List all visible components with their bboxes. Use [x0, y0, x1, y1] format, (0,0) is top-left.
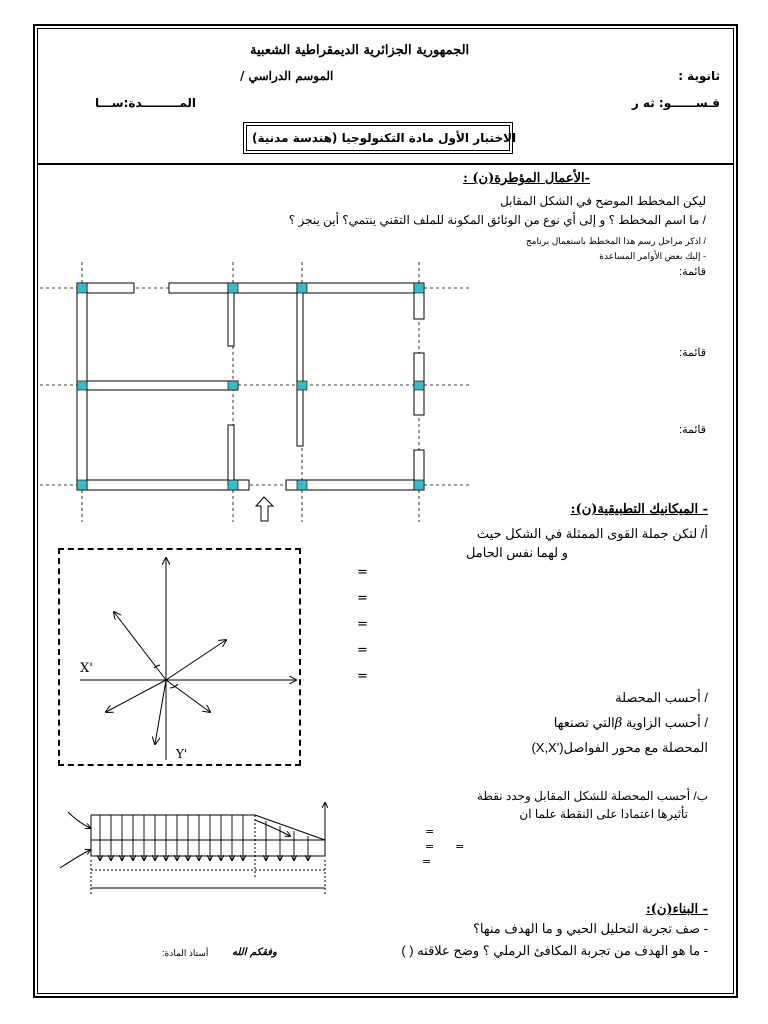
section1-line1: ليكن المخطط الموضح في الشكل المقابل	[500, 194, 706, 208]
question-angle-text: / أحسب الزاوية	[625, 715, 708, 730]
class-label: قـســــــو: ثه ر	[631, 96, 720, 110]
part-b-equals-2: =	[425, 840, 435, 853]
school-label: ثانوية :	[678, 69, 720, 83]
section1-line2: / ما اسم المخطط ؟ و إلى أي نوع من الوثائق المكونة للملف التقني ينتمي؟ أين ينجز ؟	[288, 213, 706, 227]
footer-teacher: أستاذ المادة:	[162, 948, 209, 958]
section3-title: - البناء(ن):	[645, 902, 708, 917]
republic-title: الجمهورية الجزائرية الديمقراطية الشعبية	[250, 43, 470, 58]
part-b-line1: ب/ أحسب المحصلة للشكل المقابل وحدد نقطة	[476, 789, 708, 803]
part-b-line2: تأثيرها اعتمادا على النقطة علما ان	[519, 807, 688, 821]
axis-reference: (X,X')	[531, 740, 564, 755]
section1-line4: - إليك بعض الأوامر المساعدة	[599, 251, 706, 261]
footer-wish: وفقكم الله	[232, 947, 277, 958]
equals-5: =	[357, 669, 368, 684]
part-b-equals-1: =	[425, 825, 435, 838]
axis-y-label: Y'	[176, 747, 188, 761]
section2-title: - الميكانيك التطبيقية(ن):	[570, 502, 708, 517]
part-b-equals-4: =	[422, 855, 432, 868]
question-angle-cont: التي تصنعها	[553, 715, 615, 730]
section3-q2: - ما هو الهدف من تجربة المكافئ الرملي ؟ وضح علاقته ( )	[401, 943, 708, 958]
equals-1: =	[357, 565, 368, 580]
axis-x-label: X'	[80, 661, 93, 676]
beta-symbol: β	[614, 716, 623, 731]
question-resultant: / أحسب المحصلة	[615, 690, 708, 705]
exam-title: الاختبار الأول مادة التكنولوجيا (هندسة مدنية)	[252, 131, 517, 145]
list-label-1: قائمة:	[679, 266, 706, 278]
equals-4: =	[357, 643, 368, 658]
equals-3: =	[357, 617, 368, 632]
school-year-label: الموسم الدراسي /	[240, 69, 334, 83]
list-label-3: قائمة:	[679, 424, 706, 436]
part-a-line2: و لهما نفس الحامل	[465, 545, 568, 560]
equals-2: =	[357, 591, 368, 606]
section3-q1: - صف تجربة التحليل الحبي و ما الهدف منها؟	[473, 921, 708, 936]
part-b-equals-3: =	[455, 840, 465, 853]
question-angle-line2-text: المحصلة مع محور الفواصل	[563, 740, 708, 755]
section1-title: -الأعمال المؤطرة(ن) :	[463, 171, 590, 186]
duration-label: المـــــــــدة:ســـا	[95, 96, 197, 110]
list-label-2: قائمة:	[679, 347, 706, 359]
section1-line3: / اذكر مراحل رسم هذا المخطط باستعمال برنامج	[525, 236, 706, 246]
part-a-line1: أ/ لتكن جملة القوى الممثلة في الشكل حيث	[476, 526, 708, 541]
